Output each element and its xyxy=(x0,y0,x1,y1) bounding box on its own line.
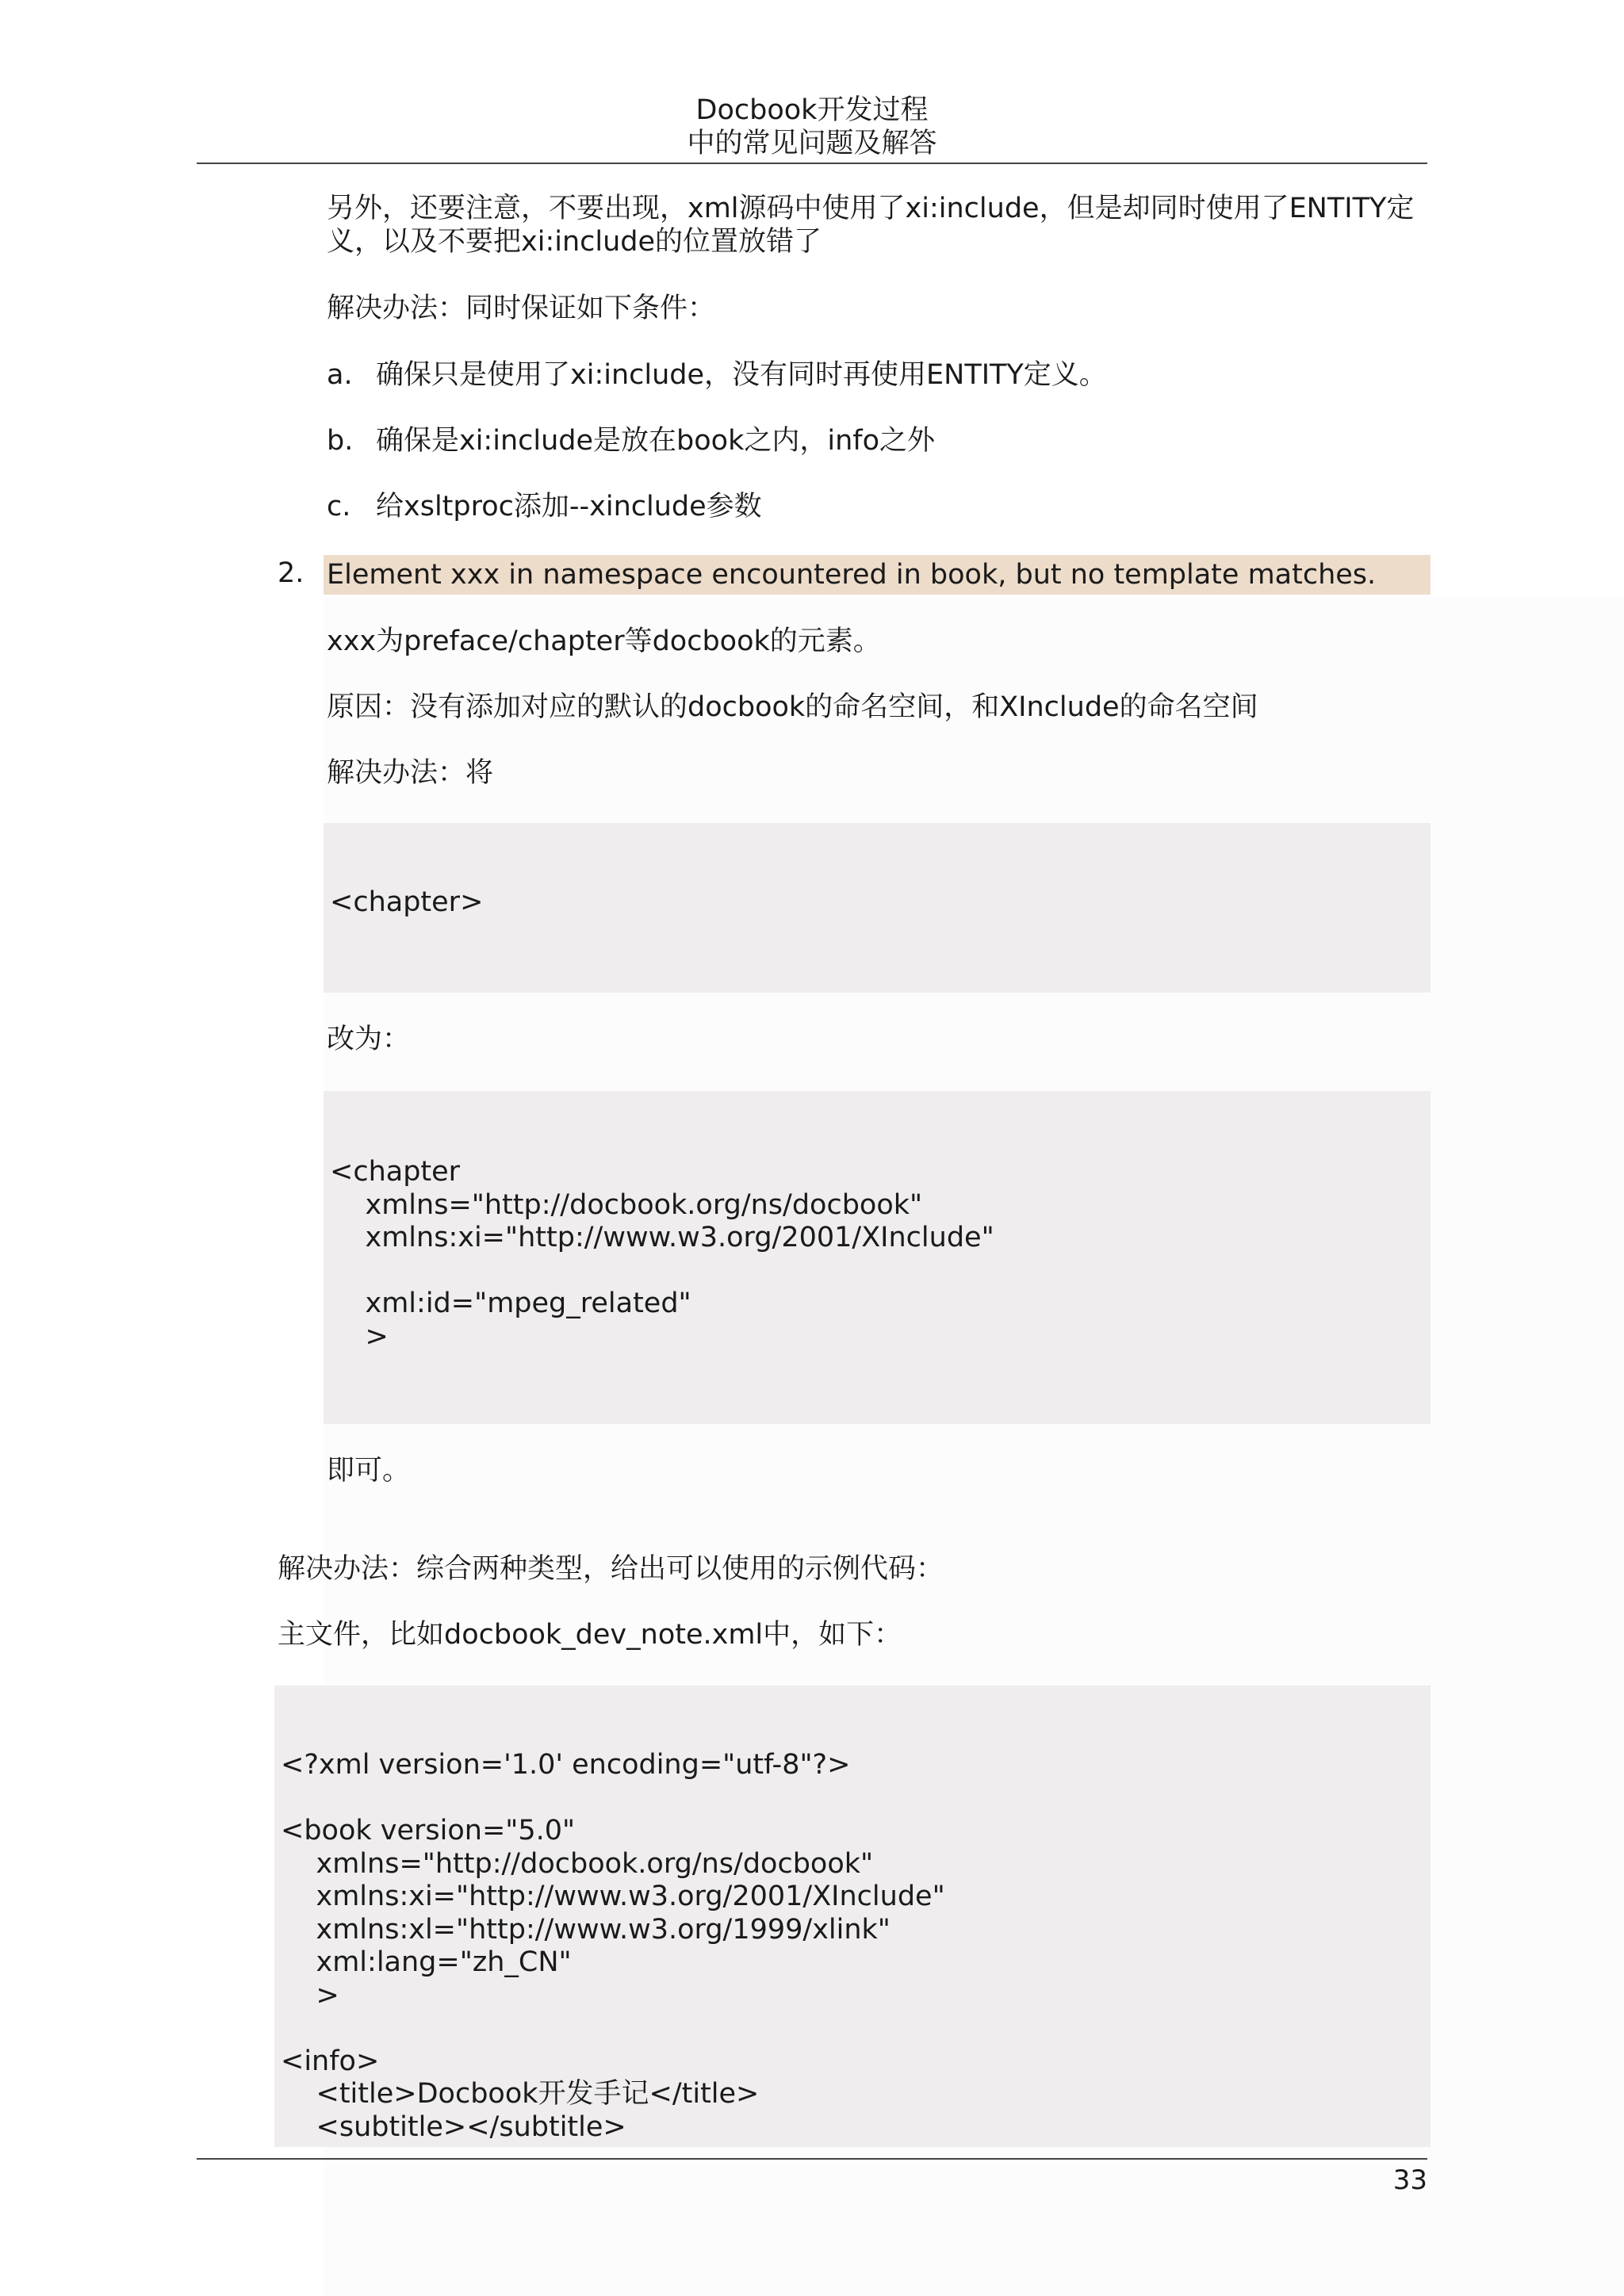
code-block-chapter-after: <chapter xmlns="http://docbook.org/ns/docbook" xmlns:xi="http://www.w3.org/2001/XInclude" xml:id="mpeg_related" > xyxy=(324,1091,1431,1424)
footer-divider xyxy=(197,2158,1427,2160)
header-title-line1: Docbook开发过程 xyxy=(695,94,929,126)
summary-main-file: 主文件，比如docbook_dev_note.xml中，如下： xyxy=(278,1619,902,1651)
code-block-chapter-before: <chapter> xyxy=(324,823,1431,993)
item-2-title: Element xxx in namespace encountered in book, but no template matches. xyxy=(327,559,1377,591)
header-divider xyxy=(197,163,1427,164)
item-2-done: 即可。 xyxy=(327,1455,411,1487)
page-number: 33 xyxy=(1392,2164,1427,2196)
change-to-label: 改为： xyxy=(327,1024,411,1055)
page-header xyxy=(197,94,1427,160)
header-title-line2: 中的常见问题及解答 xyxy=(687,128,937,159)
summary-solution: 解决办法：综合两种类型，给出可以使用的示例代码： xyxy=(278,1553,944,1585)
intro-line-1: 另外，还要注意，不要出现，xml源码中使用了xi:include，但是却同时使用了ENTITY定 xyxy=(327,193,1415,224)
code-block-main-file: <?xml version='1.0' encoding="utf-8"?> <book version="5.0" xmlns="http://docbook.org/ns/docbook" xmlns:xi="http://www.w3.org/2001/XInclude" xmlns:xl="http://www.w3.org/1999/xlink" xml:lang="zh_CN" > <info> <title>Docbook开发手记</title> <subtitle></subtitle> xyxy=(274,1686,1431,2147)
item-2-description: xxx为preface/chapter等docbook的元素。 xyxy=(327,626,881,657)
condition-c-label: c. xyxy=(327,491,351,522)
solution-heading-1: 解决办法：同时保证如下条件： xyxy=(327,293,716,324)
condition-a-label: a. xyxy=(327,359,353,391)
intro-line-2: 义，以及不要把xi:include的位置放错了 xyxy=(327,226,822,258)
condition-b-text: 确保是xi:include是放在book之内，info之外 xyxy=(376,425,935,457)
condition-a-text: 确保只是使用了xi:include，没有同时再使用ENTITY定义。 xyxy=(376,359,1107,391)
item-2-number: 2. xyxy=(278,557,304,589)
item-2-reason: 原因：没有添加对应的默认的docbook的命名空间，和XInclude的命名空间 xyxy=(327,691,1258,723)
condition-c-text: 给xsltproc添加--xinclude参数 xyxy=(376,491,762,522)
condition-b-label: b. xyxy=(327,425,354,457)
item-2-solution: 解决办法：将 xyxy=(327,757,494,789)
